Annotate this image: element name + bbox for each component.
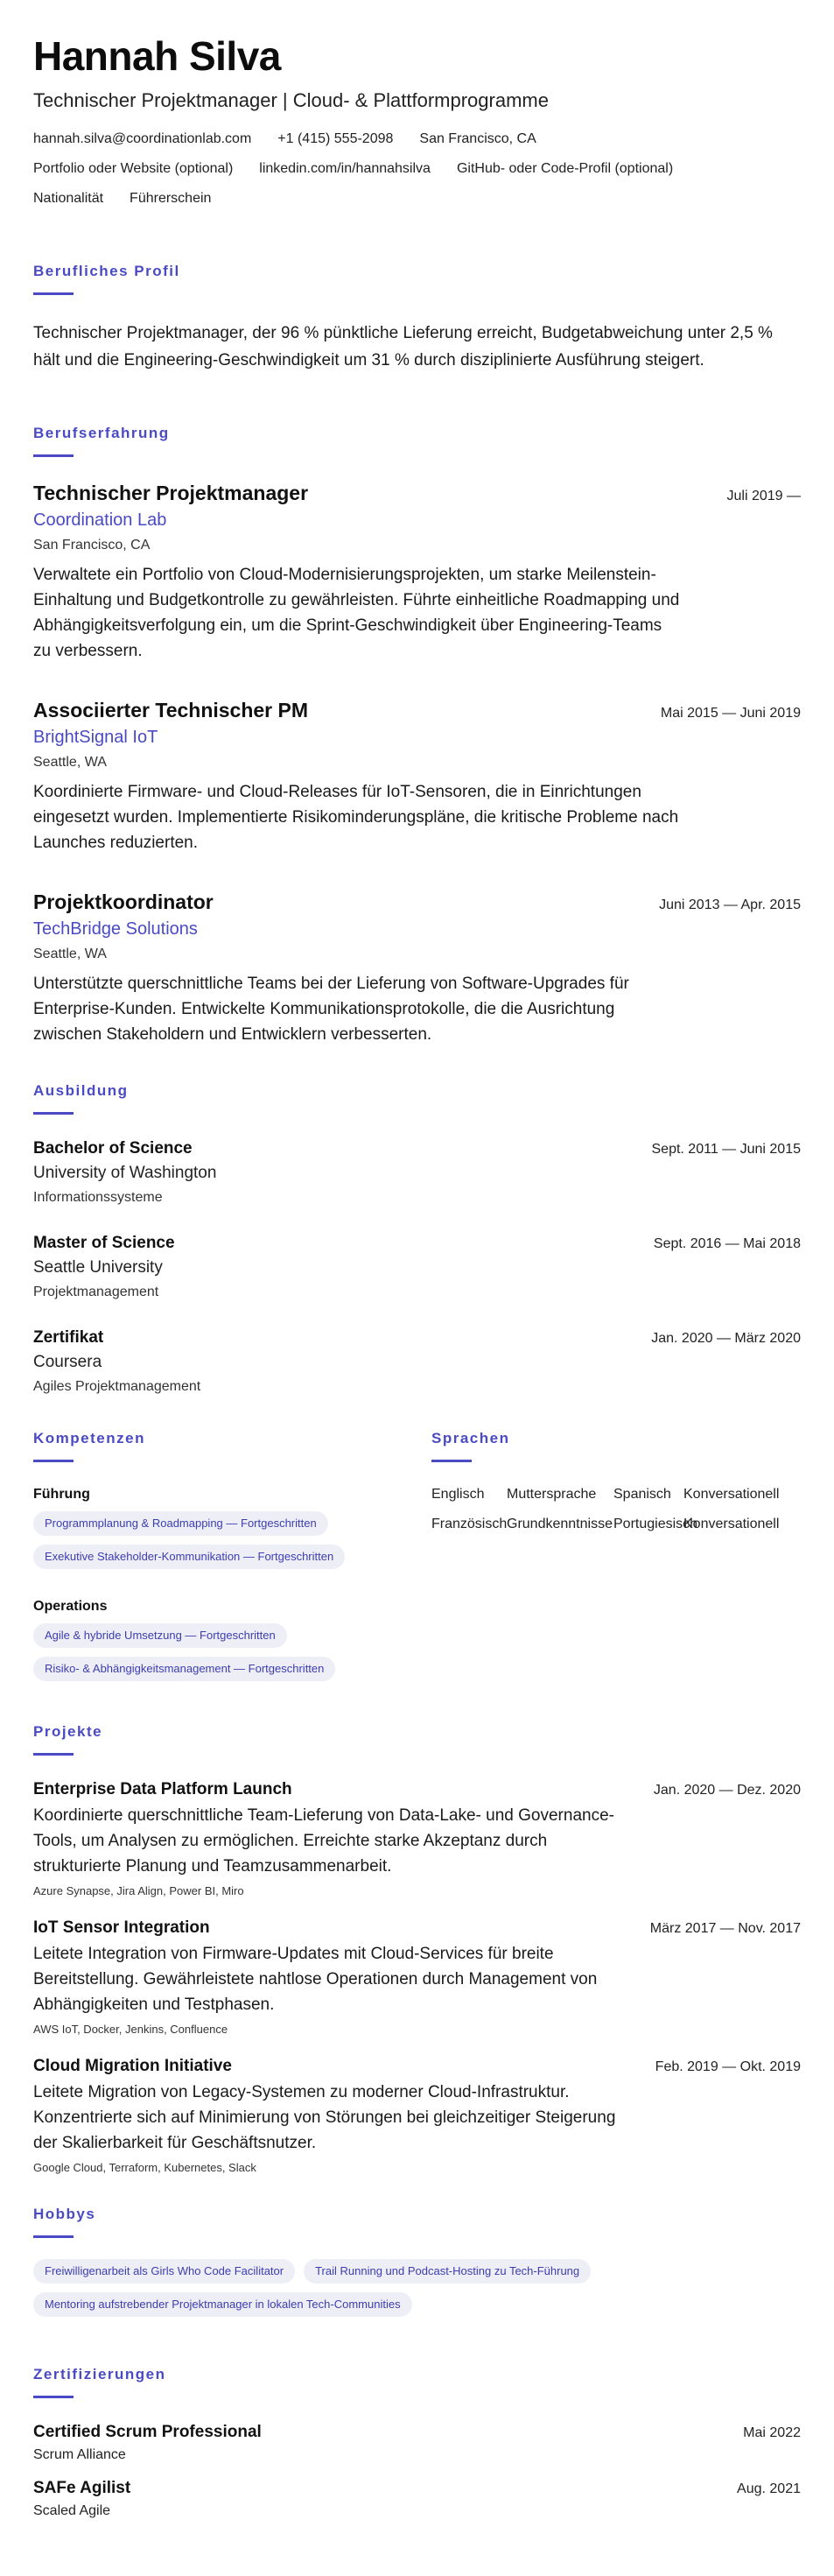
- contact-drivers-license: Führerschein: [130, 191, 212, 206]
- project-entry: [33, 1918, 801, 2036]
- job-title: Associierter Technischer PM: [33, 699, 309, 721]
- education-school: University of Washington: [33, 1164, 217, 1182]
- hobby-chip: Mentoring aufstrebender Projektmanager in lokalen Tech-Communities: [33, 2292, 412, 2317]
- certification-name: SAFe Agilist: [33, 2479, 131, 2497]
- contact-email[interactable]: hannah.silva@coordinationlab.com: [33, 131, 252, 146]
- skill-group-title: Operations: [33, 1599, 108, 1614]
- candidate-headline: Technischer Projektmanager | Cloud- & Plattformprogramme: [33, 89, 549, 111]
- section-title: Berufserfahrung: [33, 425, 170, 441]
- section-divider: [33, 1753, 74, 1756]
- skill-group: [33, 1599, 431, 1690]
- contact-linkedin[interactable]: linkedin.com/in/hannahsilva: [259, 161, 431, 176]
- certification-date: Mai 2022: [743, 2425, 801, 2440]
- skill-chip: Programmplanung & Roadmapping — Fortgeschritten: [33, 1511, 328, 1536]
- job-location: Seattle, WA: [33, 755, 107, 770]
- contact-portfolio[interactable]: Portfolio oder Website (optional): [33, 161, 234, 176]
- education-field: Informationssysteme: [33, 1190, 163, 1205]
- education-entry: [33, 1139, 801, 1206]
- job-title: Technischer Projektmanager: [33, 482, 309, 504]
- language-name: Englisch: [431, 1487, 485, 1502]
- skills-languages-row: [33, 1430, 801, 1690]
- project-tech: Google Cloud, Terraform, Kubernetes, Slack: [33, 2161, 256, 2174]
- job-dates: Mai 2015 — Juni 2019: [660, 706, 801, 721]
- education-dates: Sept. 2016 — Mai 2018: [653, 1236, 801, 1251]
- project-dates: März 2017 — Nov. 2017: [649, 1921, 801, 1936]
- language-name: Portugiesisch: [613, 1517, 698, 1531]
- certification-entry: [33, 2423, 801, 2463]
- section-divider: [33, 2396, 74, 2398]
- job-description: Unterstützte querschnittliche Teams bei der Lieferung von Software-Upgrades für Enterprise-Kunden. Entwickelte Kommunikationsprotokolle, die die Ausrichtung zwischen Stakeholdern und Entwicklern verbesserten.: [33, 975, 629, 1044]
- language-level: Konversationell: [683, 1517, 780, 1531]
- skill-group-title: Führung: [33, 1487, 90, 1502]
- education-list: [33, 1139, 801, 1395]
- education-section: [33, 1082, 801, 1395]
- education-school: Seattle University: [33, 1258, 163, 1277]
- education-field: Agiles Projektmanagement: [33, 1379, 201, 1394]
- job-company: TechBridge Solutions: [33, 919, 198, 939]
- project-description: Leitete Migration von Legacy-Systemen zu moderner Cloud-Infrastruktur. Konzentrierte sich auf Minimierung von Störungen bei gleichzeitiger Steigerung der Skalierbarkeit für Geschäftsnutzer.: [33, 2083, 616, 2152]
- certification-date: Aug. 2021: [737, 2481, 801, 2496]
- project-tech: AWS IoT, Docker, Jenkins, Confluence: [33, 2023, 228, 2036]
- section-title: Ausbildung: [33, 1082, 129, 1099]
- project-description: Leitete Integration von Firmware-Updates mit Cloud-Services für breite Bereitstellung. Gewährleistete nahtlose Operationen durch Management von Abhängigkeiten und Testphasen.: [33, 1945, 598, 2014]
- certification-issuer: Scaled Agile: [33, 2503, 111, 2518]
- language-list: [431, 1487, 799, 1532]
- languages-section: [431, 1430, 799, 1690]
- education-entry: [33, 1234, 801, 1300]
- project-entry: [33, 2057, 801, 2174]
- hobby-chip: Freiwilligenarbeit als Girls Who Code Facilitator: [33, 2259, 295, 2284]
- project-list: [33, 1780, 801, 2174]
- certification-entry: [33, 2479, 801, 2519]
- contact-phone[interactable]: +1 (415) 555-2098: [277, 131, 394, 146]
- section-title: Berufliches Profil: [33, 263, 180, 279]
- contact-row-3: [33, 186, 801, 212]
- job-entry: [33, 890, 801, 1047]
- job-location: Seattle, WA: [33, 947, 107, 961]
- education-degree: Bachelor of Science: [33, 1139, 193, 1158]
- project-tech: Azure Synapse, Jira Align, Power BI, Miro: [33, 1884, 244, 1897]
- language-level: Konversationell: [683, 1487, 780, 1502]
- language-name: Französisch: [431, 1517, 508, 1531]
- resume-header: [33, 32, 801, 212]
- project-title: IoT Sensor Integration: [33, 1918, 210, 1937]
- hobby-chip: Trail Running und Podcast-Hosting zu Tech-Führung: [304, 2259, 591, 2284]
- project-entry: [33, 1780, 801, 1897]
- job-entry: [33, 699, 801, 855]
- education-entry: [33, 1328, 801, 1395]
- section-title: Sprachen: [431, 1430, 510, 1446]
- contact-github[interactable]: GitHub- oder Code-Profil (optional): [456, 161, 674, 176]
- project-title: Enterprise Data Platform Launch: [33, 1780, 292, 1798]
- projects-section: [33, 1723, 801, 2174]
- skill-chip: Exekutive Stakeholder-Kommunikation — Fortgeschritten: [33, 1545, 345, 1569]
- certification-name: Certified Scrum Professional: [33, 2423, 262, 2441]
- language-name: Spanisch: [613, 1487, 671, 1502]
- education-field: Projektmanagement: [33, 1284, 159, 1299]
- job-dates: Juli 2019 —: [726, 489, 801, 503]
- job-description: Koordinierte Firmware- und Cloud-Releases für IoT-Sensoren, die in Einrichtungen eingesetzt wurden. Implementierte Risikominderungspläne, die kritische Probleme nach Launches reduzierten.: [33, 783, 679, 852]
- experience-section: [33, 425, 801, 1047]
- section-divider: [33, 292, 74, 295]
- section-divider: [33, 1460, 74, 1462]
- profile-section: [33, 263, 801, 374]
- hobbies-section: [33, 2206, 801, 2326]
- contact-nationality: Nationalität: [33, 191, 104, 206]
- project-dates: Feb. 2019 — Okt. 2019: [655, 2059, 801, 2074]
- education-dates: Jan. 2020 — März 2020: [651, 1331, 801, 1346]
- job-company: Coordination Lab: [33, 510, 167, 530]
- contact-row-2: [33, 156, 801, 182]
- hobby-list: [33, 2259, 801, 2326]
- section-divider: [33, 1112, 74, 1115]
- section-title: Kompetenzen: [33, 1430, 145, 1446]
- section-title: Hobbys: [33, 2206, 96, 2222]
- section-title: Projekte: [33, 1723, 103, 1740]
- job-dates: Juni 2013 — Apr. 2015: [659, 897, 801, 912]
- language-level: Grundkenntnisse: [507, 1517, 613, 1531]
- project-description: Koordinierte querschnittliche Team-Lieferung von Data-Lake- und Governance-Tools, um Analysen zu ermöglichen. Erreichte starke Akzeptanz durch strukturierte Planung und Teamzusammenarbeit.: [33, 1806, 614, 1876]
- education-degree: Master of Science: [33, 1234, 175, 1252]
- job-location: San Francisco, CA: [33, 538, 151, 553]
- contact-location: San Francisco, CA: [419, 131, 536, 146]
- job-company: BrightSignal IoT: [33, 728, 158, 747]
- section-divider: [33, 454, 74, 457]
- skill-group: [33, 1487, 431, 1578]
- candidate-name: Hannah Silva: [33, 33, 281, 79]
- job-description: Verwaltete ein Portfolio von Cloud-Modernisierungsprojekten, um starke Meilenstein-Einhaltung und Budgetkontrolle zu gewährleisten. Führte einheitliche Roadmapping und Abhängigkeitsverfolgung ein, um die Sprint-Geschwindigkeit über Engineering-Teams zu verbessern.: [33, 566, 680, 660]
- skill-chip: Agile & hybride Umsetzung — Fortgeschritten: [33, 1623, 287, 1648]
- certifications-section: [33, 2366, 801, 2519]
- education-degree: Zertifikat: [33, 1328, 104, 1347]
- language-level: Muttersprache: [507, 1487, 597, 1502]
- job-entry: [33, 482, 801, 664]
- education-school: Coursera: [33, 1353, 102, 1371]
- contact-row-1: [33, 126, 801, 152]
- job-title: Projektkoordinator: [33, 890, 214, 913]
- certification-list: [33, 2423, 801, 2519]
- profile-text: Technischer Projektmanager, der 96 % pünktliche Lieferung erreicht, Budgetabweichung unter 2,5 % hält und die Engineering-Geschwindigkeit um 31 % durch disziplinierte Ausführung steigert.: [33, 324, 773, 370]
- skill-chip: Risiko- & Abhängigkeitsmanagement — Fortgeschritten: [33, 1657, 335, 1681]
- project-title: Cloud Migration Initiative: [33, 2057, 232, 2075]
- job-list: [33, 482, 801, 1047]
- project-dates: Jan. 2020 — Dez. 2020: [653, 1783, 801, 1798]
- section-divider: [431, 1460, 472, 1462]
- section-divider: [33, 2235, 74, 2238]
- section-title: Zertifizierungen: [33, 2366, 166, 2382]
- education-dates: Sept. 2011 — Juni 2015: [651, 1142, 801, 1157]
- certification-issuer: Scrum Alliance: [33, 2447, 126, 2462]
- skills-section: [33, 1430, 431, 1690]
